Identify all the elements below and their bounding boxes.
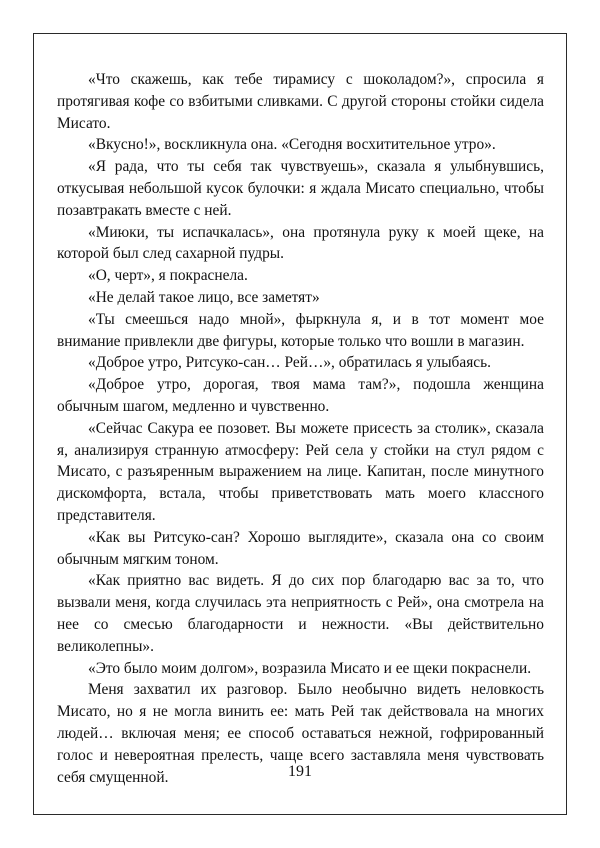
paragraph-5: «О, черт», я покраснела.: [88, 267, 248, 285]
page-number: 191: [288, 763, 312, 780]
paragraph-4: «Миюки, ты испачкалась», она протянула руку к моей щеке, на которой был след сахарной пудры.: [57, 223, 544, 263]
paragraph-14: Меня захватил их разговор. Было необычно видеть неловкость Мисато, но я не могла винить ее: мать Рей так действовала на многих людей… включая меня; ее способ оставаться нежной, гофрированный голос и невероятная прелесть, чаще всего заставляла меня чувствовать себя смущенной.: [57, 681, 544, 786]
paragraph-10: «Сейчас Сакура ее позовет. Вы можете присесть за столик», сказала я, анализируя странную атмосферу: Рей села у стойки на стул рядом с Мисато, с разъяренным выражением на лице. Капитан, после минутного дискомфорта, встала, чтобы приветствовать мать моего классного представителя.: [57, 419, 544, 524]
paragraph-8: «Доброе утро, Ритсуко-сан… Рей…», обратилась я улыбаясь.: [88, 354, 491, 372]
paragraph-1: «Что скажешь, как тебе тирамису с шоколадом?», спросила я протягивая кофе со взбитыми сливками. С другой стороны стойки сидела Мисато.: [57, 71, 544, 132]
paragraph-2: «Вкусно!», воскликнула она. «Сегодня восхитительное утро».: [88, 136, 496, 154]
paragraph-13: «Это было моим долгом», возразила Мисато и ее щеки покраснели.: [88, 659, 532, 677]
body-text: [57, 69, 544, 788]
paragraph-6: «Не делай такое лицо, все заметят»: [88, 288, 320, 306]
paragraph-11: «Как вы Ритсуко-сан? Хорошо выглядите», сказала она со своим обычным мягким тоном.: [57, 528, 544, 568]
paragraph-9: «Доброе утро, дорогая, твоя мама там?», подошла женщина обычным шагом, медленно и чувственно.: [57, 376, 544, 415]
paragraph-12: «Как приятно вас видеть. Я до сих пор благодарю вас за то, что вызвали меня, когда случилась эта неприятность с Рей», она смотрела на нее со смесью благодарности и нежности. «Вы действительно великолепны».: [57, 572, 544, 655]
paragraph-3: «Я рада, что ты себя так чувствуешь», сказала я улыбнувшись, откусывая небольшой кусок булочки: я ждала Мисато специально, чтобы позавтракать вместе с ней.: [57, 158, 544, 219]
paragraph-7: «Ты смеешься надо мной», фыркнула я, и в тот момент мое внимание привлекли две фигуры, которые только что вошли в магазин.: [57, 310, 544, 350]
